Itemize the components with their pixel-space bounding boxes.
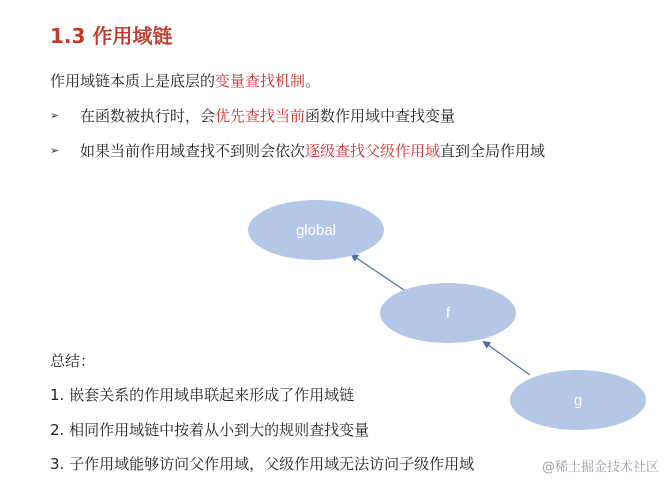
edge-f-to-global xyxy=(352,255,404,290)
bullet-text xyxy=(80,141,545,161)
summary-item: 3. 子作用域能够访问父作用域，父级作用域无法访问子级作用域 xyxy=(50,455,475,473)
bullet-text xyxy=(80,106,455,126)
intro-line xyxy=(50,71,320,91)
bullet-text-part: 直到全局作用域 xyxy=(440,142,546,160)
bullet-highlight: 逐级查找父级作用域 xyxy=(305,142,441,160)
bullet-text-part: 如果当前作用域查找不到则会依次 xyxy=(80,142,306,160)
edge-g-to-f xyxy=(484,342,530,375)
bullet-arrow-icon: ➢ xyxy=(50,109,60,122)
intro-punctuation: 。 xyxy=(305,72,321,90)
node-g-label: g xyxy=(573,392,583,409)
node-global-label: global xyxy=(295,222,337,239)
bullet-text-part: 在函数被执行时，会 xyxy=(80,107,216,125)
watermark: @稀土掘金技术社区 xyxy=(541,460,659,475)
intro-highlight: 变量查找机制 xyxy=(215,72,306,90)
intro-text: 作用域链本质上是底层的 xyxy=(50,72,216,90)
node-global xyxy=(248,200,384,260)
bullet-arrow-icon: ➢ xyxy=(50,144,60,157)
section-heading: 1.3 作用域链 xyxy=(50,24,173,48)
summary-label: 总结： xyxy=(50,352,96,370)
node-f-label: f xyxy=(445,305,451,322)
bullet-text-part: 函数作用域中查找变量 xyxy=(305,107,456,125)
summary-item: 1. 嵌套关系的作用域串联起来形成了作用域链 xyxy=(50,386,355,404)
node-g xyxy=(510,370,646,430)
summary-item: 2. 相同作用域链中按着从小到大的规则查找变量 xyxy=(50,421,370,439)
bullet-highlight: 优先查找当前 xyxy=(215,107,306,125)
node-f xyxy=(380,283,516,343)
